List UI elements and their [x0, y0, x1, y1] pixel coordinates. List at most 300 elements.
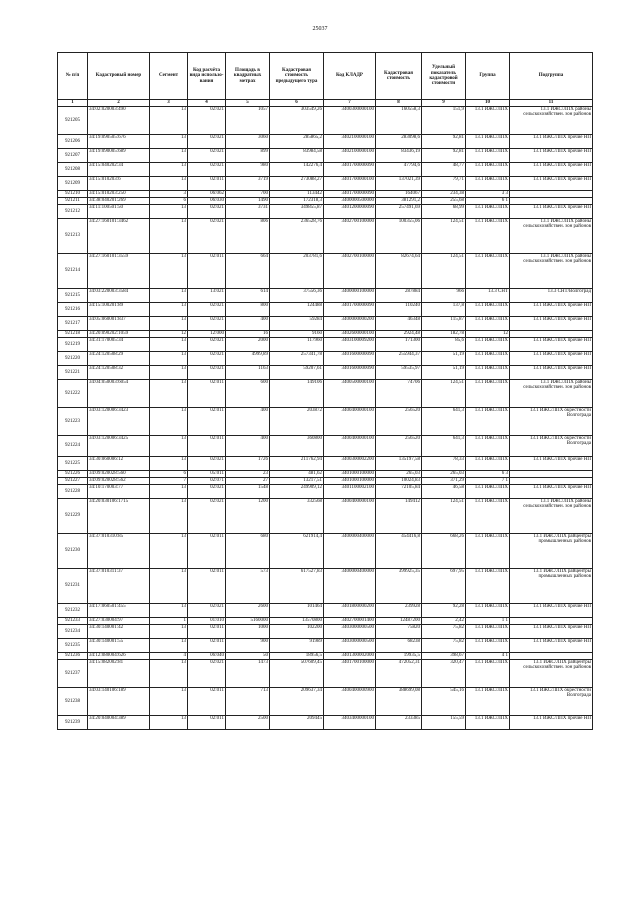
- group: 13.1 ИЖС/ЛПХ: [466, 534, 510, 569]
- row-number: 921210: [58, 191, 88, 198]
- segment: 13: [150, 205, 188, 219]
- unit-cost: 155,59: [422, 716, 466, 730]
- cadastral-cost: 388699,08: [376, 688, 422, 716]
- cadastral-cost: 164067: [376, 191, 422, 198]
- segment: 13: [150, 534, 188, 569]
- subgroup: [510, 191, 593, 198]
- usage-code: 02:011: [188, 177, 226, 191]
- group: 13.1 ИЖС/ЛПХ: [466, 149, 510, 163]
- row-number: 921206: [58, 135, 88, 149]
- column-number: 6: [270, 100, 324, 107]
- row-number: 921237: [58, 660, 88, 688]
- table-row: [58, 639, 593, 653]
- segment: 6: [150, 471, 188, 478]
- row-number: 921212: [58, 205, 88, 219]
- cadastral-cost: 59535,97: [376, 366, 422, 380]
- kladr-code: 3401100002100: [324, 485, 376, 499]
- usage-code: 02:021: [188, 338, 226, 352]
- subgroup: [510, 198, 593, 205]
- table-row: [58, 716, 593, 730]
- subgroup: 13.1 ИЖС/ЛПХ прочие НП: [510, 303, 593, 317]
- table-row: [58, 569, 593, 604]
- group: 13.1 ИЖС/ЛПХ: [466, 338, 510, 352]
- kladr-code: 3401700000100: [324, 177, 376, 191]
- cadastral-number: 34:15:100201:89: [88, 303, 150, 317]
- previous-cost: 332568: [270, 499, 324, 534]
- row-number: 921229: [58, 499, 88, 534]
- previous-cost: 273088,27: [270, 177, 324, 191]
- column-number: 8: [376, 100, 422, 107]
- usage-code: 02:011: [188, 436, 226, 457]
- cadastral-number: 34:20:040004:389: [88, 716, 150, 730]
- unit-cost: 78,33: [422, 457, 466, 471]
- segment: 13: [150, 604, 188, 618]
- table-row: [58, 653, 593, 660]
- segment: 13: [150, 485, 188, 499]
- cadastral-cost: 68238: [376, 639, 422, 653]
- usage-code: 02:011: [188, 639, 226, 653]
- table-row: [58, 478, 593, 485]
- group: 13.1 ИЖС/ЛПХ: [466, 436, 510, 457]
- group: 13.1 ИЖС/ЛПХ: [466, 254, 510, 289]
- table-row: [58, 688, 593, 716]
- cadastral-number: 34:10:170003:77: [88, 485, 150, 499]
- row-number: 921218: [58, 331, 88, 338]
- unit-cost: 151,9: [422, 107, 466, 135]
- row-number: 921234: [58, 625, 88, 639]
- cadastral-cost: 257491,69: [376, 205, 422, 219]
- cadastral-cost: 2924,48: [376, 331, 422, 338]
- row-number: 921236: [58, 653, 88, 660]
- area: 3731: [226, 205, 270, 219]
- previous-cost: 621914,4: [270, 534, 324, 569]
- group: 13.1 ИЖС/ЛПХ: [466, 569, 510, 604]
- cadastral-cost: 239928: [376, 604, 422, 618]
- row-number: 921222: [58, 380, 88, 408]
- area: 900: [226, 639, 270, 653]
- previous-cost: 102200: [270, 625, 324, 639]
- usage-code: 05:011: [188, 471, 226, 478]
- group: 13.1 ИЖС/ЛПХ: [466, 716, 510, 730]
- segment: 13: [150, 436, 188, 457]
- subgroup: [510, 331, 593, 338]
- row-number: 921228: [58, 485, 88, 499]
- unit-cost: 92,81: [422, 135, 466, 149]
- table-row: [58, 303, 593, 317]
- group: 13.1 ИЖС/ЛПХ: [466, 219, 510, 254]
- table-row: [58, 660, 593, 688]
- area: 1548: [226, 485, 270, 499]
- cadastral-number: 34:12:080004:626: [88, 653, 150, 660]
- usage-code: 02:021: [188, 149, 226, 163]
- unit-cost: 182,78: [422, 331, 466, 338]
- subgroup: 13.1 ИЖС/ЛПХ прочие НП: [510, 604, 593, 618]
- row-number: 921233: [58, 618, 88, 625]
- area: 3060: [226, 135, 270, 149]
- segment: 13: [150, 338, 188, 352]
- group: 13.1 ИЖС/ЛПХ: [466, 107, 510, 135]
- row-number: 921209: [58, 177, 88, 191]
- usage-code: 01:010: [188, 618, 226, 625]
- unit-cost: 255,68: [422, 198, 466, 205]
- header-cell: Кадастровая стоимость: [376, 53, 422, 100]
- previous-cost: 59207,61: [270, 366, 324, 380]
- header-cell: Площадь в квадратных метрах: [226, 53, 270, 100]
- cadastral-number: 34:17:060501:455: [88, 604, 150, 618]
- area: 664: [226, 254, 270, 289]
- segment: 13: [150, 107, 188, 135]
- segment: 13: [150, 499, 188, 534]
- cadastral-number: 34:02:020003:490: [88, 107, 150, 135]
- usage-code: 12:000: [188, 331, 226, 338]
- previous-cost: 507609,45: [270, 660, 324, 688]
- area: 680: [226, 534, 270, 569]
- usage-code: 02:021: [188, 366, 226, 380]
- kladr-code: 3401700000090: [324, 303, 376, 317]
- subgroup: 13.1 ИЖС/ЛПХ райцентры промышленных районов: [510, 569, 593, 604]
- row-number: 921207: [58, 149, 88, 163]
- cadastral-number: 34:19:090005:689: [88, 149, 150, 163]
- area: 1473: [226, 660, 270, 688]
- subgroup: 13.1 ИЖС/ЛПХ районы сельскохозяйствен. зон районов: [510, 107, 593, 135]
- cadastral-cost: 12487200: [376, 618, 422, 625]
- kladr-code: 3401700100000: [324, 660, 376, 688]
- row-number: 921214: [58, 254, 88, 289]
- previous-cost: 91989: [270, 639, 324, 653]
- area: 5160000: [226, 618, 270, 625]
- cadastral-cost: 137021,39: [376, 177, 422, 191]
- unit-cost: 234,38: [422, 191, 466, 198]
- kladr-code: 3403100009200: [324, 338, 376, 352]
- row-number: 921221: [58, 366, 88, 380]
- unit-cost: 92,81: [422, 149, 466, 163]
- usage-code: 02:021: [188, 205, 226, 219]
- usage-code: 13:021: [188, 289, 226, 303]
- segment: 13: [150, 688, 188, 716]
- previous-cost: 349855,87: [270, 205, 324, 219]
- segment: 13: [150, 219, 188, 254]
- area: 2500: [226, 716, 270, 730]
- group: 1 1: [466, 618, 510, 625]
- segment: 13: [150, 366, 188, 380]
- kladr-code: 3402700100000: [324, 254, 376, 289]
- group: 3 3: [466, 191, 510, 198]
- group: 13.1 ИЖС/ЛПХ: [466, 457, 510, 471]
- row-number: 921213: [58, 219, 88, 254]
- unit-cost: 641,3: [422, 436, 466, 457]
- subgroup: 13.1 ИЖС/ЛПХ прочие НП: [510, 163, 593, 177]
- subgroup: 13.1 ИЖС/ЛПХ прочие НП: [510, 716, 593, 730]
- previous-cost: 13217,51: [270, 478, 324, 485]
- group: 12: [466, 331, 510, 338]
- subgroup: [510, 653, 593, 660]
- group: 13.1 ИЖС/ЛПХ: [466, 205, 510, 219]
- header-cell: Код КЛАДР: [324, 53, 376, 100]
- subgroup: 13.1 ИЖС/ЛПХ прочие НП: [510, 366, 593, 380]
- area: 1490: [226, 198, 270, 205]
- table-row: [58, 534, 593, 569]
- cadastral-number: 34:24:120508:32: [88, 366, 150, 380]
- unit-cost: 697,95: [422, 569, 466, 604]
- cadastral-cost: 454416,8: [376, 534, 422, 569]
- row-number: 921215: [58, 289, 88, 303]
- unit-cost: 641,3: [422, 408, 466, 436]
- area: 806: [226, 219, 270, 254]
- row-number: 921211: [58, 198, 88, 205]
- kladr-code: 3401700000090: [324, 191, 376, 198]
- previous-cost: 83984,58: [270, 149, 324, 163]
- previous-cost: 249909,12: [270, 485, 324, 499]
- table-row: [58, 177, 593, 191]
- segment: 13: [150, 317, 188, 331]
- unit-cost: 46,58: [422, 485, 466, 499]
- segment: 13: [150, 289, 188, 303]
- row-number: 921224: [58, 436, 88, 457]
- previous-cost: 211762,94: [270, 457, 324, 471]
- area: 1000: [226, 625, 270, 639]
- unit-cost: 51,19: [422, 352, 466, 366]
- table-row: [58, 408, 593, 436]
- cadastral-cost: 171300: [376, 338, 422, 352]
- kladr-code: 3401800000200: [324, 604, 376, 618]
- row-number: 921216: [58, 303, 88, 317]
- subgroup: [510, 471, 593, 478]
- area: 1726: [226, 457, 270, 471]
- kladr-code: 3400400000900: [324, 688, 376, 716]
- subgroup: 13.1 ИЖС/ЛПХ прочие НП: [510, 625, 593, 639]
- column-number-row: [58, 100, 593, 107]
- group: 13.3 СНТ: [466, 289, 510, 303]
- subgroup: [510, 618, 593, 625]
- kladr-code: 3400300002200: [324, 457, 376, 471]
- row-number: 921238: [58, 688, 88, 716]
- group: 13.1 ИЖС/ЛПХ: [466, 366, 510, 380]
- usage-code: 02:011: [188, 380, 226, 408]
- cadastral-number: 34:15:010203:6: [88, 177, 150, 191]
- kladr-code: 3401300002000: [324, 653, 376, 660]
- table-row: [58, 163, 593, 177]
- cadastral-cost: 83436,19: [376, 149, 422, 163]
- area: 400: [226, 436, 270, 457]
- group: 13.1 ИЖС/ЛПХ: [466, 688, 510, 716]
- unit-cost: 320,47: [422, 660, 466, 688]
- cadastral-cost: 472052,31: [376, 660, 422, 688]
- area: 980: [226, 163, 270, 177]
- segment: 13: [150, 163, 188, 177]
- area: 50: [226, 653, 270, 660]
- usage-code: 02:071: [188, 478, 226, 485]
- row-number: 921205: [58, 107, 88, 135]
- cadastral-number: 34:04:050003:6054: [88, 380, 150, 408]
- previous-cost: 481,62: [270, 471, 324, 478]
- previous-cost: 13570800: [270, 618, 324, 625]
- segment: 12: [150, 331, 188, 338]
- previous-cost: 18956,5: [270, 653, 324, 660]
- kladr-code: 3400000000200: [324, 317, 376, 331]
- subgroup: 13.1 ИЖС/ЛПХ райцентры сельскохозяйствен. зон районов: [510, 660, 593, 688]
- cadastral-number: 34:03:120006:3425: [88, 436, 150, 457]
- group: 13.1 ИЖС/ЛПХ: [466, 380, 510, 408]
- table-row: [58, 107, 593, 135]
- segment: 3: [150, 191, 188, 198]
- row-number: 921239: [58, 716, 88, 730]
- area: 2600: [226, 604, 270, 618]
- segment: 13: [150, 254, 188, 289]
- cadastral-number: 34:15:010203:250: [88, 191, 150, 198]
- cadastral-number: 34:38:040201:269: [88, 198, 150, 205]
- subgroup: 13.1 ИЖС/ЛПХ прочие НП: [510, 639, 593, 653]
- table-row: [58, 485, 593, 499]
- subgroup: 13.1 ИЖС/ЛПХ прочие НП: [510, 135, 593, 149]
- cadastral-cost: 135197,58: [376, 457, 422, 471]
- table-row: [58, 625, 593, 639]
- header-cell: Подгруппа: [510, 53, 593, 100]
- subgroup: 13.1 ИЖС/ЛПХ прочие НП: [510, 149, 593, 163]
- unit-cost: 124,51: [422, 254, 466, 289]
- group: 7 1: [466, 478, 510, 485]
- previous-cost: 59284: [270, 317, 324, 331]
- previous-cost: 617527,83: [270, 569, 324, 604]
- cadastral-cost: 283098,6: [376, 135, 422, 149]
- segment: 13: [150, 303, 188, 317]
- group: 13.1 ИЖС/ЛПХ: [466, 135, 510, 149]
- kladr-code: 3401000100000: [324, 478, 376, 485]
- unit-cost: 124,51: [422, 219, 466, 254]
- previous-cost: 101464: [270, 604, 324, 618]
- row-number: 921235: [58, 639, 88, 653]
- kladr-code: 3403000000500: [324, 639, 376, 653]
- previous-cost: 203872: [270, 408, 324, 436]
- cadastral-cost: 255944,37: [376, 352, 422, 366]
- column-number: 11: [510, 100, 593, 107]
- group: 13.1 ИЖС/ЛПХ: [466, 352, 510, 366]
- header-cell: Удельный показатель кадастровой стоимости: [422, 53, 466, 100]
- cadastral-cost: 149412: [376, 499, 422, 534]
- usage-code: 02:021: [188, 219, 226, 254]
- unit-cost: 48,77: [422, 163, 466, 177]
- cadastral-cost: 75820: [376, 625, 422, 639]
- column-number: 1: [58, 100, 88, 107]
- header-cell: Кадастровый номер: [88, 53, 150, 100]
- group: 13.1 ИЖС/ЛПХ: [466, 177, 510, 191]
- row-number: 921219: [58, 338, 88, 352]
- cadastral-cost: 256520: [376, 408, 422, 436]
- usage-code: 06:030: [188, 198, 226, 205]
- area: 600: [226, 380, 270, 408]
- column-number: 3: [150, 100, 188, 107]
- cadastral-number: 34:15:082002:81: [88, 660, 150, 688]
- cadastral-cost: 74706: [376, 380, 422, 408]
- segment: 7: [150, 478, 188, 485]
- kladr-code: 3400000500000: [324, 198, 376, 205]
- table-row: [58, 205, 593, 219]
- row-number: 921230: [58, 534, 88, 569]
- subgroup: 13.1 ИЖС/ЛПХ окрестности Волгограда: [510, 688, 593, 716]
- area: 1200: [226, 499, 270, 534]
- cadastral-number: 34:30:140001:55: [88, 639, 150, 653]
- page-number: 25037: [312, 26, 328, 32]
- previous-cost: 236528,76: [270, 219, 324, 254]
- column-number: 4: [188, 100, 226, 107]
- kladr-code: 3400400000100: [324, 499, 376, 534]
- cadastral-number: 34:19:090505:676: [88, 135, 150, 149]
- usage-code: 02:011: [188, 408, 226, 436]
- header-row: [58, 53, 593, 100]
- row-number: 921223: [58, 408, 88, 436]
- subgroup: 13.3 СНТ/Волгоград: [510, 289, 593, 303]
- usage-code: 02:011: [188, 716, 226, 730]
- cadastral-number: 34:09:020028:560: [88, 471, 150, 478]
- subgroup: 13.1 ИЖС/ЛПХ прочие НП: [510, 205, 593, 219]
- area: 2000: [226, 338, 270, 352]
- unit-cost: 68,99: [422, 205, 466, 219]
- segment: 1: [150, 618, 188, 625]
- row-number: 921226: [58, 471, 88, 478]
- unit-cost: 398,67: [422, 653, 466, 660]
- header-cell: Сегмент: [150, 53, 188, 100]
- usage-code: 02:021: [188, 317, 226, 331]
- group: 13.1 ИЖС/ЛПХ: [466, 604, 510, 618]
- previous-cost: 209637,34: [270, 688, 324, 716]
- usage-code: 02:021: [188, 135, 226, 149]
- cadastral-number: 34:20:090202:1059: [88, 331, 150, 338]
- cadastral-cost: 233385: [376, 716, 422, 730]
- header-cell: Группа: [466, 53, 510, 100]
- row-number: 921220: [58, 352, 88, 366]
- cadastral-number: 34:15:040202:34: [88, 163, 150, 177]
- previous-cost: 9160: [270, 331, 324, 338]
- row-number: 921225: [58, 457, 88, 471]
- cadastral-number: 34:37:010310:85: [88, 534, 150, 569]
- kladr-code: 3400400000100: [324, 408, 376, 436]
- segment: 13: [150, 408, 188, 436]
- previous-cost: 149106: [270, 380, 324, 408]
- table-row: [58, 457, 593, 471]
- unit-cost: 265,03: [422, 471, 466, 478]
- cadastral-number: 34:09:020028:562: [88, 478, 150, 485]
- area: 4999,89: [226, 352, 270, 366]
- previous-cost: 113442: [270, 191, 324, 198]
- subgroup: 13.1 ИЖС/ЛПХ окрестности Волгограда: [510, 436, 593, 457]
- cadastral-cost: 47794,6: [376, 163, 422, 177]
- table-row: [58, 436, 593, 457]
- cadastral-number: 34:27:160101:3559: [88, 254, 150, 289]
- previous-cost: 117960: [270, 338, 324, 352]
- kladr-code: 3401700000090: [324, 163, 376, 177]
- kladr-code: 3401600000090: [324, 352, 376, 366]
- unit-cost: 115,87: [422, 317, 466, 331]
- unit-cost: 2,42: [422, 618, 466, 625]
- kladr-code: 3402600000100: [324, 331, 376, 338]
- kladr-code: 3400000400000: [324, 569, 376, 604]
- subgroup: [510, 478, 593, 485]
- usage-code: 06:062: [188, 191, 226, 198]
- previous-cost: 303549,26: [270, 107, 324, 135]
- segment: 13: [150, 457, 188, 471]
- usage-code: 02:021: [188, 485, 226, 499]
- area: 16: [226, 331, 270, 338]
- cadastral-number: 34:20:030106:1715: [88, 499, 150, 534]
- table-row: [58, 499, 593, 534]
- group: 13.1 ИЖС/ЛПХ: [466, 625, 510, 639]
- kladr-code: 3400300000100: [324, 107, 376, 135]
- unit-cost: 79,71: [422, 177, 466, 191]
- cadastral-table: [57, 52, 593, 730]
- column-number: 9: [422, 100, 466, 107]
- previous-cost: 124488: [270, 303, 324, 317]
- area: 400: [226, 408, 270, 436]
- usage-code: 02:021: [188, 352, 226, 366]
